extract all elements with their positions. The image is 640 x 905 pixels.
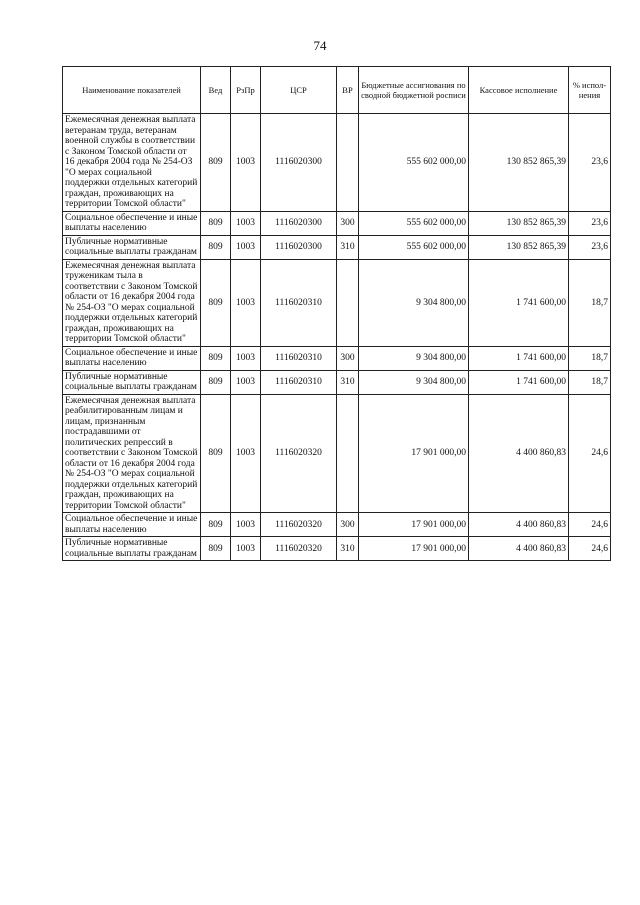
header-name: Наименование показателей [63, 67, 201, 114]
cell-pct: 18,7 [569, 370, 611, 394]
cell-csr: 1116020320 [261, 394, 337, 513]
header-ved: Вед [201, 67, 231, 114]
cell-vr [337, 114, 359, 212]
cell-assign: 555 602 000,00 [359, 235, 469, 259]
cell-ved: 809 [201, 513, 231, 537]
cell-ved: 809 [201, 370, 231, 394]
cell-ved: 809 [201, 346, 231, 370]
cell-vr: 300 [337, 513, 359, 537]
table-row [63, 235, 611, 259]
table-row [63, 394, 611, 513]
cell-kassa: 130 852 865,39 [469, 235, 569, 259]
cell-name: Социальное обеспечение и иные выплаты населению [63, 513, 201, 537]
table-row [63, 513, 611, 537]
cell-pct: 24,6 [569, 537, 611, 561]
cell-assign: 17 901 000,00 [359, 537, 469, 561]
cell-rzpr: 1003 [231, 259, 261, 346]
cell-csr: 1116020320 [261, 513, 337, 537]
cell-vr [337, 394, 359, 513]
cell-rzpr: 1003 [231, 537, 261, 561]
table-row [63, 259, 611, 346]
cell-vr: 310 [337, 370, 359, 394]
cell-name: Публичные нормативные социальные выплаты гражданам [63, 235, 201, 259]
cell-csr: 1116020300 [261, 235, 337, 259]
cell-vr: 300 [337, 346, 359, 370]
cell-rzpr: 1003 [231, 211, 261, 235]
table-row [63, 537, 611, 561]
header-rzpr: РзПр [231, 67, 261, 114]
cell-assign: 17 901 000,00 [359, 394, 469, 513]
cell-name: Ежемесячная денежная выплата ветеранам труда, ветеранам военной службы в соответствии с Законом Томской области от 16 декабря 2004 года № 254-ОЗ "О мерах социальной поддержки отдельных категорий граждан, проживающих на территории Томской области" [63, 114, 201, 212]
cell-pct: 23,6 [569, 235, 611, 259]
table-body [63, 114, 611, 561]
cell-pct: 18,7 [569, 346, 611, 370]
cell-vr: 300 [337, 211, 359, 235]
cell-name: Ежемесячная денежная выплата реабилитированным лицам и лицам, признанным пострадавшими от политических репрессий в соответствии с Законом Томской области от 16 декабря 2004 года № 254-ОЗ "О мерах социальной поддержки отдельных категорий граждан, проживающих на территории Томской области" [63, 394, 201, 513]
cell-rzpr: 1003 [231, 513, 261, 537]
table-row [63, 114, 611, 212]
cell-assign: 555 602 000,00 [359, 114, 469, 212]
cell-name: Публичные нормативные социальные выплаты гражданам [63, 370, 201, 394]
header-pct: % испол-нения [569, 67, 611, 114]
cell-assign: 9 304 800,00 [359, 259, 469, 346]
cell-kassa: 4 400 860,83 [469, 394, 569, 513]
cell-vr: 310 [337, 537, 359, 561]
cell-pct: 18,7 [569, 259, 611, 346]
cell-ved: 809 [201, 211, 231, 235]
cell-ved: 809 [201, 394, 231, 513]
cell-rzpr: 1003 [231, 235, 261, 259]
cell-kassa: 1 741 600,00 [469, 346, 569, 370]
page-number: 74 [313, 38, 327, 53]
header-kassa: Кассовое исполнение [469, 67, 569, 114]
cell-csr: 1116020300 [261, 114, 337, 212]
cell-ved: 809 [201, 537, 231, 561]
table-row [63, 346, 611, 370]
cell-kassa: 130 852 865,39 [469, 211, 569, 235]
cell-rzpr: 1003 [231, 346, 261, 370]
cell-pct: 24,6 [569, 394, 611, 513]
header-vr: ВР [337, 67, 359, 114]
cell-csr: 1116020310 [261, 370, 337, 394]
cell-name: Социальное обеспечение и иные выплаты населению [63, 211, 201, 235]
cell-csr: 1116020320 [261, 537, 337, 561]
cell-ved: 809 [201, 235, 231, 259]
cell-assign: 9 304 800,00 [359, 346, 469, 370]
cell-kassa: 4 400 860,83 [469, 513, 569, 537]
cell-csr: 1116020310 [261, 346, 337, 370]
cell-kassa: 1 741 600,00 [469, 259, 569, 346]
cell-ved: 809 [201, 259, 231, 346]
cell-assign: 17 901 000,00 [359, 513, 469, 537]
cell-kassa: 4 400 860,83 [469, 537, 569, 561]
cell-assign: 9 304 800,00 [359, 370, 469, 394]
cell-vr [337, 259, 359, 346]
table-header-row [63, 67, 611, 114]
cell-rzpr: 1003 [231, 370, 261, 394]
cell-ved: 809 [201, 114, 231, 212]
header-assign: Бюджетные ассигнования по сводной бюджетной росписи [359, 67, 469, 114]
cell-vr: 310 [337, 235, 359, 259]
cell-rzpr: 1003 [231, 394, 261, 513]
cell-csr: 1116020310 [261, 259, 337, 346]
cell-pct: 23,6 [569, 114, 611, 212]
cell-csr: 1116020300 [261, 211, 337, 235]
table-row [63, 211, 611, 235]
budget-table [62, 66, 611, 561]
cell-pct: 23,6 [569, 211, 611, 235]
header-csr: ЦСР [261, 67, 337, 114]
cell-rzpr: 1003 [231, 114, 261, 212]
cell-assign: 555 602 000,00 [359, 211, 469, 235]
table-row [63, 370, 611, 394]
cell-pct: 24,6 [569, 513, 611, 537]
cell-kassa: 130 852 865,39 [469, 114, 569, 212]
cell-name: Публичные нормативные социальные выплаты гражданам [63, 537, 201, 561]
cell-kassa: 1 741 600,00 [469, 370, 569, 394]
cell-name: Ежемесячная денежная выплата труженикам тыла в соответствии с Законом Томской области от 16 декабря 2004 года № 254-ОЗ "О мерах социальной поддержки отдельных категорий граждан, проживающих на территории Томской области" [63, 259, 201, 346]
cell-name: Социальное обеспечение и иные выплаты населению [63, 346, 201, 370]
